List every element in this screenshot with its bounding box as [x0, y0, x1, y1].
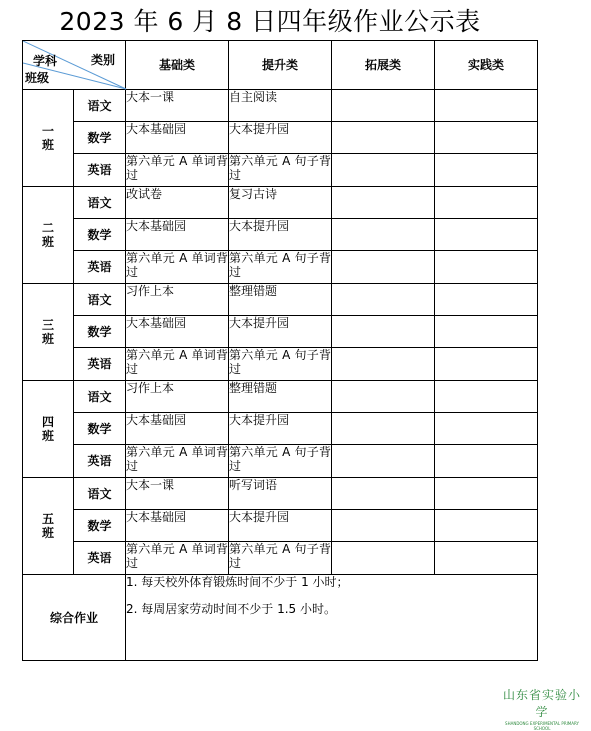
- practice-homework-cell: [435, 348, 538, 381]
- class-name: 二 班: [41, 221, 54, 249]
- class-name-cell: [23, 478, 74, 575]
- extended-homework-cell: [332, 413, 435, 445]
- practice-homework-cell: [435, 284, 538, 316]
- table-row: [23, 445, 538, 478]
- column-header-advanced: 提升类: [229, 41, 332, 90]
- table-row: [23, 381, 538, 413]
- summary-item: 1. 每天校外体育锻炼时间不少于 1 小时；: [126, 575, 349, 589]
- column-header-extended: 拓展类: [332, 41, 435, 90]
- class-name: 三 班: [41, 318, 54, 346]
- diagonal-header-cell: [23, 41, 126, 90]
- column-header-practice: 实践类: [435, 41, 538, 90]
- practice-homework-cell: [435, 187, 538, 219]
- table-row: [23, 478, 538, 510]
- extended-homework-cell: [332, 187, 435, 219]
- extended-homework-cell: [332, 542, 435, 575]
- subject-cell: 语文: [74, 381, 126, 413]
- logo-chinese-name: 山东省实验小学: [502, 688, 581, 719]
- basic-homework-cell: 第六单元 A 单词背过: [126, 348, 229, 381]
- advanced-homework-cell: 复习古诗: [229, 187, 332, 219]
- advanced-homework-cell: 整理错题: [229, 381, 332, 413]
- practice-homework-cell: [435, 90, 538, 122]
- subject-cell: 英语: [74, 251, 126, 284]
- subject-cell: 英语: [74, 542, 126, 575]
- basic-homework-cell: 大本基础园: [126, 510, 229, 542]
- header-subject-label: 学科: [33, 54, 58, 68]
- practice-homework-cell: [435, 154, 538, 187]
- advanced-homework-cell: 听写词语: [229, 478, 332, 510]
- extended-homework-cell: [332, 219, 435, 251]
- subject-cell: 语文: [74, 284, 126, 316]
- table-row: [23, 154, 538, 187]
- basic-homework-cell: 大本基础园: [126, 219, 229, 251]
- page-title: 2023 年 6 月 8 日四年级作业公示表: [59, 7, 481, 36]
- class-name-cell: [23, 187, 74, 284]
- advanced-homework-cell: 第六单元 A 句子背过: [229, 154, 332, 187]
- advanced-homework-cell: 大本提升园: [229, 122, 332, 154]
- extended-homework-cell: [332, 381, 435, 413]
- class-name-cell: [23, 284, 74, 381]
- basic-homework-cell: 第六单元 A 单词背过: [126, 154, 229, 187]
- table-row: [23, 510, 538, 542]
- column-header-basic: 基础类: [126, 41, 229, 90]
- practice-homework-cell: [435, 510, 538, 542]
- logo-english-name: SHANDONG EXPERIMENTAL PRIMARY SCHOOL: [505, 721, 579, 731]
- subject-cell: 英语: [74, 348, 126, 381]
- extended-homework-cell: [332, 348, 435, 381]
- table-row: [23, 316, 538, 348]
- basic-homework-cell: 大本基础园: [126, 413, 229, 445]
- practice-homework-cell: [435, 219, 538, 251]
- summary-item: 2. 每周居家劳动时间不少于 1.5 小时。: [126, 602, 336, 616]
- table-row: [23, 542, 538, 575]
- practice-homework-cell: [435, 542, 538, 575]
- extended-homework-cell: [332, 316, 435, 348]
- summary-notes: [126, 575, 538, 661]
- advanced-homework-cell: 第六单元 A 句子背过: [229, 542, 332, 575]
- advanced-homework-cell: 大本提升园: [229, 316, 332, 348]
- school-logo: [497, 686, 587, 731]
- header-row: [23, 41, 538, 90]
- advanced-homework-cell: 大本提升园: [229, 219, 332, 251]
- basic-homework-cell: 大本基础园: [126, 316, 229, 348]
- class-name: 四 班: [41, 415, 54, 443]
- table-row: [23, 122, 538, 154]
- summary-row: [23, 575, 538, 661]
- subject-cell: 数学: [74, 219, 126, 251]
- header-category-label: 类别: [90, 53, 115, 67]
- extended-homework-cell: [332, 251, 435, 284]
- practice-homework-cell: [435, 251, 538, 284]
- practice-homework-cell: [435, 413, 538, 445]
- table-row: [23, 413, 538, 445]
- table-row: [23, 187, 538, 219]
- subject-cell: 语文: [74, 187, 126, 219]
- table-row: [23, 348, 538, 381]
- homework-table: [22, 40, 538, 661]
- class-name-cell: [23, 381, 74, 478]
- table-row: [23, 251, 538, 284]
- basic-homework-cell: 习作上本: [126, 381, 229, 413]
- extended-homework-cell: [332, 284, 435, 316]
- header-class-label: 班级: [25, 71, 50, 85]
- subject-cell: 语文: [74, 90, 126, 122]
- basic-homework-cell: 第六单元 A 单词背过: [126, 542, 229, 575]
- advanced-homework-cell: 大本提升园: [229, 510, 332, 542]
- advanced-homework-cell: 第六单元 A 句子背过: [229, 251, 332, 284]
- basic-homework-cell: 第六单元 A 单词背过: [126, 251, 229, 284]
- advanced-homework-cell: 大本提升园: [229, 413, 332, 445]
- basic-homework-cell: 大本一课: [126, 90, 229, 122]
- advanced-homework-cell: 第六单元 A 句子背过: [229, 445, 332, 478]
- advanced-homework-cell: 自主阅读: [229, 90, 332, 122]
- basic-homework-cell: 第六单元 A 单词背过: [126, 445, 229, 478]
- practice-homework-cell: [435, 316, 538, 348]
- advanced-homework-cell: 整理错题: [229, 284, 332, 316]
- practice-homework-cell: [435, 445, 538, 478]
- subject-cell: 语文: [74, 478, 126, 510]
- class-name-cell: [23, 90, 74, 187]
- advanced-homework-cell: 第六单元 A 句子背过: [229, 348, 332, 381]
- practice-homework-cell: [435, 478, 538, 510]
- subject-cell: 数学: [74, 316, 126, 348]
- practice-homework-cell: [435, 381, 538, 413]
- extended-homework-cell: [332, 478, 435, 510]
- table-row: [23, 90, 538, 122]
- extended-homework-cell: [332, 154, 435, 187]
- summary-label: 综合作业: [23, 575, 126, 661]
- class-name: 五 班: [41, 512, 54, 540]
- subject-cell: 数学: [74, 413, 126, 445]
- extended-homework-cell: [332, 90, 435, 122]
- basic-homework-cell: 大本基础园: [126, 122, 229, 154]
- extended-homework-cell: [332, 445, 435, 478]
- subject-cell: 英语: [74, 154, 126, 187]
- table-row: [23, 284, 538, 316]
- subject-cell: 英语: [74, 445, 126, 478]
- table-row: [23, 219, 538, 251]
- basic-homework-cell: 大本一课: [126, 478, 229, 510]
- extended-homework-cell: [332, 510, 435, 542]
- basic-homework-cell: 改试卷: [126, 187, 229, 219]
- practice-homework-cell: [435, 122, 538, 154]
- basic-homework-cell: 习作上本: [126, 284, 229, 316]
- extended-homework-cell: [332, 122, 435, 154]
- subject-cell: 数学: [74, 122, 126, 154]
- subject-cell: 数学: [74, 510, 126, 542]
- class-name: 一 班: [41, 124, 54, 152]
